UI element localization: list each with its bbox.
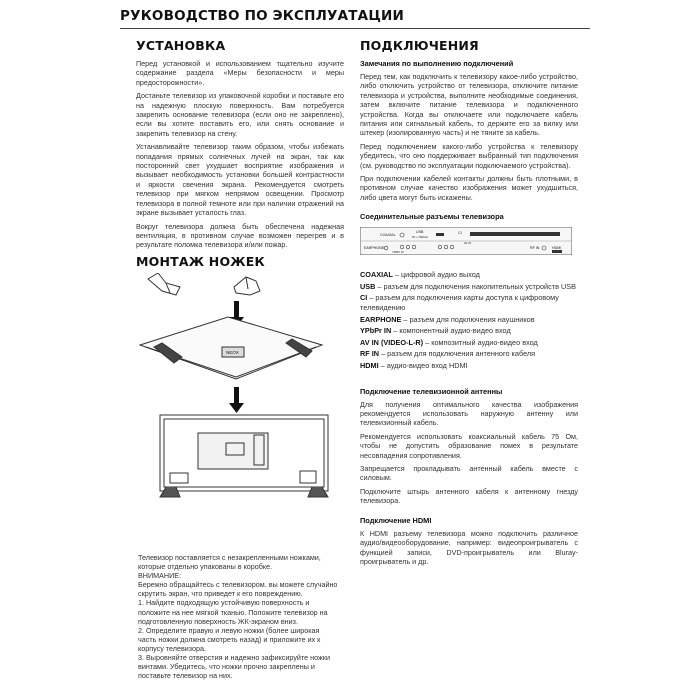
connector-item: [360, 315, 578, 325]
connector-item: [360, 361, 578, 371]
tv-logo: NEOX: [226, 349, 239, 355]
panel-label-rf: RF IN: [530, 246, 540, 251]
connector-desc: – разъем для подключения наушников: [401, 314, 535, 324]
antenna-paragraph: Запрещается прокладывать антенный кабель вместе с силовым.: [360, 464, 578, 483]
connector-desc: – аудио-видео вход HDMI: [378, 361, 468, 371]
connector-term: CI: [360, 293, 368, 303]
install-paragraph: Перед установкой и использованием тщательно изучите содержание раздела «Меры безопасности и меры предосторожности».: [136, 59, 344, 87]
connector-desc: – разъем для подключения накопительных устройств USB: [375, 281, 576, 291]
connector-desc: – разъем для подключения карты доступа к цифровому телевидению: [360, 293, 559, 313]
antenna-paragraph: Рекомендуется использовать коаксиальный кабель 75 Ом, чтобы не допустить образование помех в результате несовпадения сопротивления.: [360, 431, 578, 460]
tv-back-icon: [160, 415, 328, 497]
page-header: [120, 8, 590, 30]
install-paragraph: Устанавливайте телевизор таким образом, чтобы избежать попадания прямых солнечных лучей на экран, так как посторонний свет ухудшает восприятие изображения и вызывает необходимость установки большей контрастности и яркости свечения экрана. Рекомендуется смотреть телевизор при мягком непрямом освещении. Просмотр телевизора в полной темноте или при наличии отражений на экране вызывает усталость глаз.: [136, 142, 344, 218]
connections-paragraph: Перед подключением какого-либо устройства к телевизору убедитесь, что оно поддерживает выбранный тип подключения (см. руководство по эксплуатации подключаемого устройства).: [360, 141, 578, 170]
connector-term: EARPHONE: [360, 314, 402, 324]
connections-paragraph: При подключении кабелей контакты должны быть плотными, в противном случае качество изображения может ухудшиться, либо цвета могут быть искажены.: [360, 174, 578, 202]
connector-item: [360, 326, 578, 336]
connector-item: [360, 349, 578, 359]
connector-panel-diagram: [360, 227, 572, 255]
connectors-heading: Соединительные разъемы телевизора: [360, 212, 504, 222]
tv-face-down-icon: [140, 317, 322, 379]
panel-label-av: AV IN: [464, 241, 472, 246]
panel-label-usb-power: 5V ⎓ 500mA: [412, 235, 429, 240]
panel-label-earphone: EARPHONE: [364, 246, 385, 251]
connector-desc: – компонентный аудио-видео вход: [391, 326, 511, 336]
tv-foot-right-icon: [234, 277, 260, 295]
hdmi-paragraph: К HDMI разъему телевизора можно подключить различное аудио/видеооборудование, например: видеопроигрыватель с функцией записи, DVD-проигрыватель или Bluray-проигрыватель и др.: [360, 528, 578, 566]
note-line: Телевизор поставляется с незакрепленными ножками, которые отдельно упакованы в коробке.: [138, 553, 321, 572]
note-line: Бережно обращайтесь с телевизором. вы можете случайно скрутить экран, что приведет к его повреждению.: [138, 580, 338, 599]
arrow-down-icon: [229, 387, 244, 413]
install-paragraph: Достаньте телевизор из упаковочной коробки и поставьте его на надежную плоскую поверхность. Вам потребуется закрепить основание телевизора (если оно не закреплено), если вы хотите поставить его, или снять основание и закрепить телевизор на стену.: [136, 91, 344, 138]
connections-heading: ПОДКЛЮЧЕНИЯ: [360, 38, 479, 53]
hdmi-heading: Подключение HDMI: [360, 515, 432, 525]
connector-item: [360, 338, 578, 348]
header-divider: [120, 28, 590, 29]
connector-term: HDMI: [360, 361, 379, 371]
connector-term: YPbPr IN: [360, 326, 392, 336]
connector-term: RF IN: [360, 349, 380, 359]
connector-term: COAXIAL: [360, 270, 393, 280]
connections-paragraph: Перед тем, как подключить к телевизору какое-либо устройство, либо отключить устройство от телевизора, отключите питание телевизора и устройства, выполните необходимые соединения, затем включите питание телевизора и подключенного устройства. Когда вы отключаете или подключаете кабель питания или сигнальный кабель, то держите его за вилку или штекер (изолированную часть) и не тяните за кабель.: [360, 72, 578, 138]
connector-desc: – композитный аудио-видео вход: [423, 337, 538, 347]
connector-item: [360, 282, 578, 292]
connector-desc: – разъем для подключения антенного кабеля: [379, 349, 536, 359]
connector-item: [360, 293, 578, 312]
antenna-paragraph: Для получения оптимального качества изображения рекомендуется использовать наружную антенну или телевизионный кабель.: [360, 399, 578, 428]
installation-heading: УСТАНОВКА: [136, 38, 226, 53]
note-line: 2. Определите правую и левую ножки (более широкая часть ножки должна смотреть назад) и приложите их к корпусу телевизора.: [138, 625, 321, 653]
note-line: ВНИМАНИЕ:: [138, 571, 182, 581]
stand-mount-notes: [138, 553, 338, 680]
connector-desc: – цифровой аудио выход: [392, 270, 480, 280]
connector-item: [360, 270, 578, 280]
tv-foot-left-icon: [148, 273, 180, 295]
install-paragraph: Вокруг телевизора должна быть обеспечена надежная вентиляция, в противном случае возможен перегрев и в результате поломка телевизора и/или пожар.: [136, 221, 344, 250]
connections-column: [360, 38, 578, 570]
page-title: РУКОВОДСТВО ПО ЭКСПЛУАТАЦИИ: [120, 8, 405, 24]
panel-label-ci: CI: [458, 231, 462, 236]
panel-label-coaxial: COAXIAL: [380, 233, 396, 238]
antenna-heading: Подключение телевизионной антенны: [360, 386, 503, 396]
panel-label-usb: USB: [416, 230, 424, 235]
installation-column: [136, 38, 344, 508]
connector-list: [360, 270, 578, 370]
note-line: 1. Найдите подходящую устойчивую поверхность и положите на нее мягкой тканью. Положите телевизор на подготовленную поверхность ЖК-экраном вниз.: [138, 598, 328, 626]
antenna-paragraph: Подключите штырь антенного кабеля к антенному гнезду телевизора.: [360, 486, 578, 506]
panel-label-ypbpr: YPbPr IN: [392, 250, 404, 255]
note-line: 3. Выровняйте отверстия и надежно зафиксируйте ножки винтами. Убедитесь, что ножки прочно закреплены и поставьте телевизор на них.: [138, 653, 330, 681]
stand-mount-illustration: [136, 273, 346, 503]
connection-notes-heading: Замечания по выполнению подключений: [360, 59, 514, 68]
connector-term: AV IN (VIDEO-L-R): [360, 337, 424, 347]
panel-label-hdmi: HDMI: [552, 246, 562, 251]
stand-mount-heading: МОНТАЖ НОЖЕК: [136, 253, 265, 269]
connector-term: USB: [360, 281, 376, 291]
